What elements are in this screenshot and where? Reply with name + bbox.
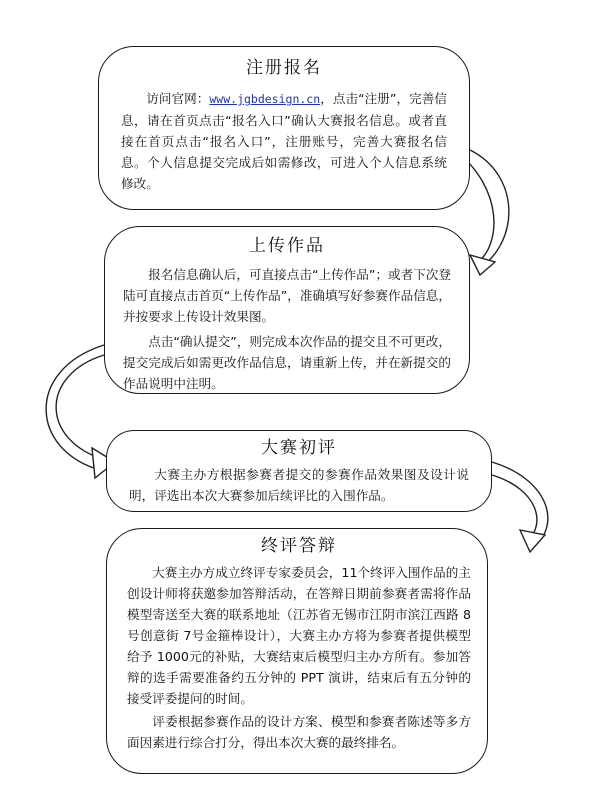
arrow-preliminary-to-final [492,462,548,545]
step-final-text-1: 大赛主办方成立终评专家委员会，11个终评入围作品的主创设计师将获邀参加答辩活动，在答辩日期前参赛者需将作品模型寄送至大赛的联系地址（江苏省无锡市江阴市滨江西路 8号创意街 7号金箍棒设计），大赛主办方将为参赛者提供模型给予 1000元的补贴，大赛结束后模型归主办方所有。参加答辩的选手需要准备约五分钟的 PPT 演讲，结束后有五分钟的接受评委提问的时间。 [127,565,471,706]
step-preliminary-title: 大赛初评 [261,438,337,458]
step-preliminary-text: 大赛主办方根据参赛者提交的参赛作品效果图及设计说明，评选出本次大赛参加后续评比的入围作品。 [129,467,469,503]
arrow-upload-to-preliminary [56,355,105,460]
step-upload-box [104,226,470,394]
step-register-box [98,46,470,210]
step-final-text-2: 评委根据参赛作品的设计方案、模型和参赛者陈述等多方面因素进行综合打分，得出本次大赛的最终排名。 [127,714,471,750]
arrow-preliminary-to-final-curve2 [492,475,537,540]
register-text-pre: 访问官网： [146,91,210,106]
arrow-register-to-upload [470,150,509,268]
step-preliminary-box [106,430,492,512]
arrowhead-3 [520,530,545,552]
step-upload-title: 上传作品 [249,236,325,256]
register-text-post: ，点击“注册”，完善信息，请在首页点击“报名入口”确认大赛报名信息。或者直接在首页点击“报名入口”，注册账号，完善大赛报名信息。个人信息提交完成后如需修改，可进入个人信息系统修改。 [121,91,447,191]
step-upload-text-2: 点击“确认提交”，则完成本次作品的提交且不可更改，提交完成后如需更改作品信息，请重新上传，并在新提交的作品说明中注明。 [123,334,451,391]
step-register-text [121,88,447,194]
website-link[interactable]: www.jgbdesign.cn [209,92,321,106]
step-upload-text-1: 报名信息确认后，可直接点击“上传作品”；或者下次登陆可直接点击首页“上传作品”，准确填写好参赛作品信息，并按要求上传设计效果图。 [123,267,451,324]
step-final-title: 终评答辩 [261,536,337,556]
step-final-box [106,528,488,774]
step-register-title: 注册报名 [246,58,322,78]
